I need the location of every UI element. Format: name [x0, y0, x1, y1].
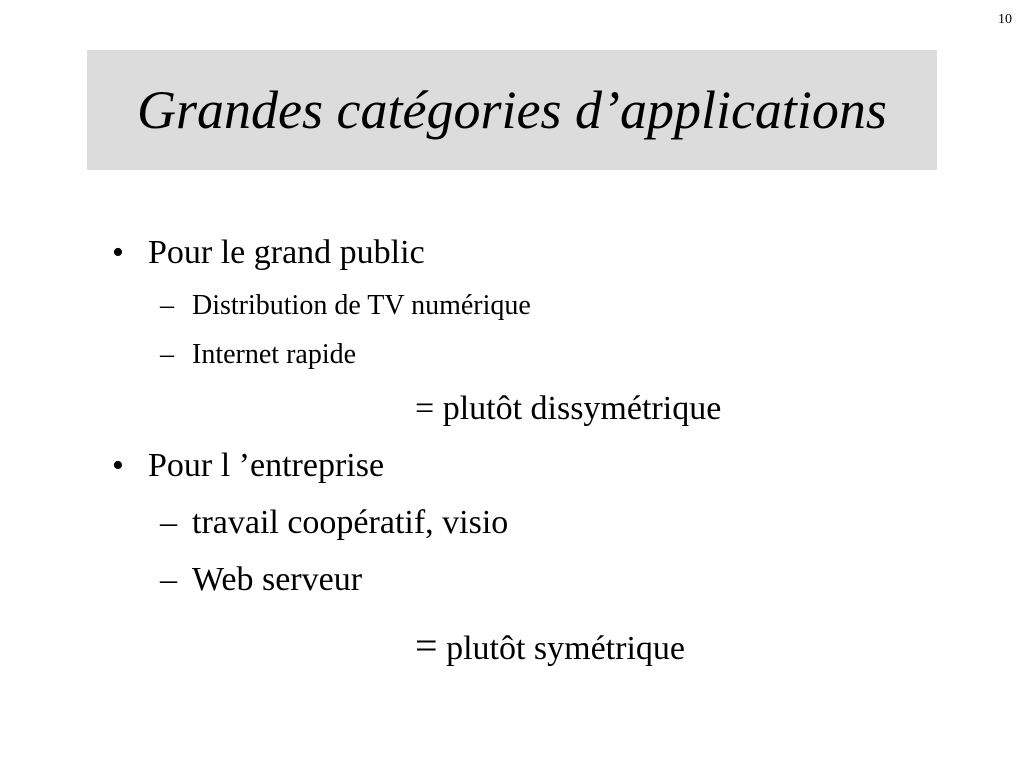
sub-item-internet-rapide: [160, 341, 356, 369]
bullet-icon: •: [112, 234, 124, 271]
bullet-text: Pour le grand public: [148, 234, 425, 271]
conclusion-text: plutôt dissymétrique: [442, 390, 722, 427]
bullet-item-grand-public: [112, 236, 425, 270]
sub-item-text: Internet rapide: [192, 339, 357, 370]
sub-item-text: Web serveur: [192, 561, 363, 598]
conclusion-text: plutôt symétrique: [446, 630, 685, 667]
sub-item-travail-cooperatif: [160, 506, 508, 540]
dash-icon: –: [160, 561, 177, 598]
title-banner: [87, 50, 937, 170]
conclusion-entreprise: [415, 623, 685, 668]
dash-icon: –: [160, 504, 177, 541]
sub-item-web-serveur: [160, 563, 362, 597]
sub-item-text: Distribution de TV numérique: [192, 290, 531, 321]
conclusion-grand-public: [415, 392, 721, 426]
bullet-text: Pour l ’entreprise: [148, 447, 385, 484]
dash-icon: –: [160, 290, 174, 321]
sub-item-text: travail coopératif, visio: [192, 504, 509, 541]
slide-title: Grandes catégories d’applications: [137, 80, 887, 140]
equals-sign: =: [415, 390, 435, 427]
dash-icon: –: [160, 339, 174, 370]
bullet-item-entreprise: [112, 449, 384, 483]
equals-sign: =: [415, 623, 438, 668]
page-number: 10: [998, 12, 1012, 27]
sub-item-tv-numerique: [160, 292, 531, 320]
bullet-icon: •: [112, 447, 124, 484]
